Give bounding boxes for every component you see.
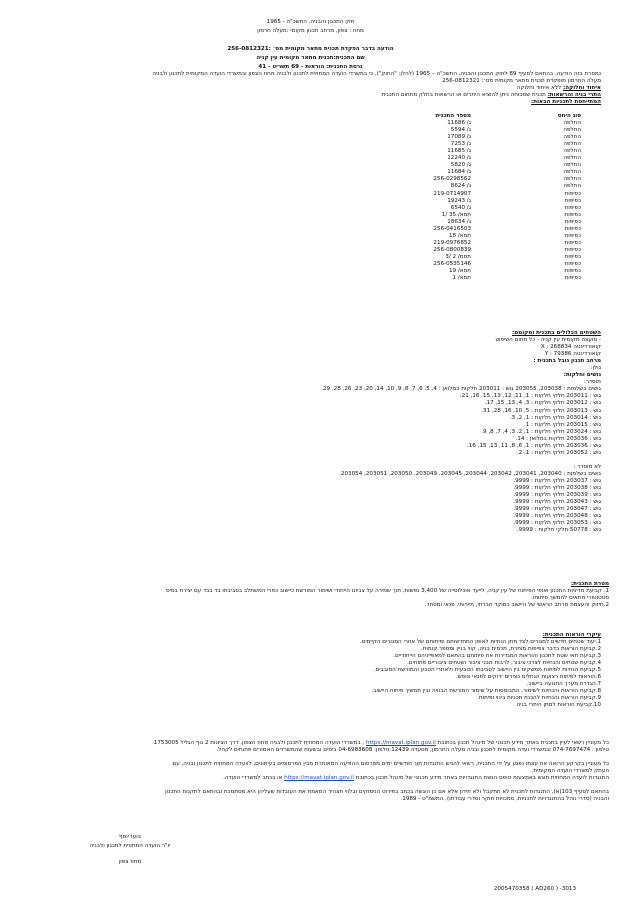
contact-line: [9, 740, 609, 747]
contact-line: טלפון : 074-7697474 ובמשרדי ועדה מקומית לתכנון ובניה מעלה החרמון, מסעדה 12439 טלפון: 04-6983608 בימים ובשעות שהמשרדים האמורים פתוחים לקהל.: [216, 747, 609, 754]
parcel-line: גוש : 203047 חלקי חלקות : 9999.: [513, 506, 601, 513]
provisions-block: [11, 632, 601, 710]
plan-number: ג/ 5594: [450, 127, 471, 134]
provision-item: 9.קביעת הוראות והנחיות להכנת תכניות בינוי ופיתוח.: [477, 695, 601, 702]
table-row: [355, 141, 581, 148]
provisions-title: עיקרי הוראות התכנית:: [542, 632, 601, 638]
parcel-line: גוש : 203036 חלקות במלואן : 14.: [515, 435, 601, 442]
goals-line: 1. קביעת מדיניות התכנון ואופי הפיתוח של עין קניה, לייעד אוכלוסייה של 3,400 נפשות, תוך שמירה על צביונו הייחודי ושימור המורשת כיישוב כפרי המשתלב בסביבתו בד בבד עם יצירת בסיס: [166, 588, 609, 595]
relation-type: החלפה: [563, 141, 581, 148]
plan-name: שם התכנית:תכנית מתאר מקומית עין קניה: [256, 55, 365, 61]
table-row: [355, 226, 581, 233]
signer-name: בועז יוסף: [119, 834, 141, 840]
union-label: איחוד וחלוקה:: [563, 85, 601, 92]
regulated-label: מוסדר:: [583, 379, 601, 386]
contact-text: כל מעוניין רשאי לעיין בתכנית באתר מידע תכנוני של מינהל תכנון בכתובת: [435, 740, 609, 746]
law-title: חוק התכנון והבניה, התשכ"ה - 1965: [266, 19, 355, 25]
contact-block: [9, 740, 609, 803]
relation-type: כפיפות: [564, 204, 581, 211]
contact-text: או בכתב למשרדי הועדה.: [223, 775, 285, 782]
plans-table: [355, 113, 581, 282]
relation-type: החלפה: [563, 176, 581, 183]
plan-number: 256-0298562: [433, 176, 471, 183]
union-line: [11, 85, 601, 92]
plan-version: גרסת התכנית: הוראות - 69 תשריט - 41: [258, 64, 363, 70]
plan-number: 256-0535146: [433, 260, 471, 267]
contact-text: , במשרדי הועדה המחוזית לתכנון ולבניה מחוז הצפון, דרך הציונות 2 נוף הגליל 1753005: [153, 740, 366, 746]
parcel-line: גוש : 203013 חלקי חלקות : 5, 10, 16, 28, 31.: [481, 407, 601, 414]
provision-item: 5.קביעת הנחיות לפיתוח ממשקים בין היישוב לסביבתו הטבעית ולאתרי הטבע והמורשת הסובבים.: [373, 667, 601, 674]
parcel-line: גושים בשלמות : 203038, 203055 גוש : 203011 חלקות במלואן : 4, 5, 6, 7, 8, 9, 10, 14, 20, 23, 26, 28, 29.: [321, 386, 601, 393]
provision-item: 10.קביעת הוראות למתן היתרי בניה.: [514, 702, 601, 709]
table-row: [355, 254, 581, 261]
plan-number: 256-0416503: [433, 225, 471, 232]
table-row: [355, 134, 581, 141]
goals-line: סטטוטורי מתאים להמשך פיתוחו.: [531, 595, 609, 602]
parcel-line: גוש : 203024 חלקי חלקות : 1, 2, 3, 4, 7, 8, 9.: [481, 428, 601, 435]
relation-type: כפיפות: [564, 260, 581, 267]
intro-line: נמסרת בזה הודעה, בהתאם לסעיף 89 לחוק התכנון והבניה, התשכ"ה – 1965 (להלן: "החוק"), כי במשרדי הועדה המחוזית לתכנון ולבניה מחוז הצפון ובמשרדי הועדה המקומית לתכנון ולבניה: [152, 71, 601, 77]
header-type: סוג היחס: [557, 113, 581, 119]
plan-number: ג/ 8624: [450, 183, 471, 190]
relation-type: החלפה: [563, 169, 581, 176]
plan-number: ג/ 11686: [447, 120, 471, 127]
permit-value: תכנית שמכוחה ניתן להוציא היתרים או הרשאות בחלק מתחום התכנית: [381, 92, 548, 99]
parcel-line: גוש : 203038 חלקי חלקות : 9999.: [513, 484, 601, 491]
relation-type: החלפה: [563, 148, 581, 155]
provisions-list: [11, 639, 601, 709]
parcel-line: גוש : 203015 חלקי חלקות : 1.: [524, 421, 601, 428]
relation-type: החלפה: [563, 127, 581, 134]
relation-type: כפיפות: [564, 275, 581, 282]
plan-number: תמא/ 1: [452, 275, 471, 282]
relation-type: כפיפות: [564, 197, 581, 204]
plan-number: תממ/ 2 /3: [445, 253, 471, 260]
table-row: [355, 219, 581, 226]
table-row: [355, 212, 581, 219]
table-row: [355, 247, 581, 254]
provision-item: 8.קביעת הוראות והנחיות לשימור, המבוססות על שימור המורשת הבנויה ובין תמשיך פיתוח היישוב.: [371, 688, 601, 695]
relation-type: כפיפות: [564, 246, 581, 253]
relation-type: כפיפות: [564, 225, 581, 232]
relation-type: החלפה: [563, 183, 581, 190]
intro-line: מעלה החרמון מופקדת תכנית מתאר מקומית מס׳: 256-0812321: [442, 78, 601, 85]
permit-label: התרי בניה והרשאות:: [547, 92, 601, 99]
contact-line: [9, 775, 609, 782]
relation-type: כפיפות: [564, 218, 581, 225]
parcel-line: גוש : 50778 חלקי חלקות : 9999.: [516, 527, 601, 534]
plan-number: ג/ 17089: [447, 134, 471, 141]
contact-line: העתק למשרדי הועדה המקומית.: [531, 768, 609, 775]
contact-line: כל מעוניין בקרקע הרואה את עצמו נפגע על ידי התכנית, רשאי להגיש התנגדות תוך חודשיים ימים מפרסום ההודעה המאוחרת מבין הפרסומים בעיתונים, לוועדה המחוזית לתכנון ובניה, עם: [172, 761, 609, 768]
plan-number: ג/ 12240: [447, 155, 471, 162]
table-row: [355, 127, 581, 134]
unregulated-label: לא מוסדר :: [573, 463, 601, 470]
border-label: מרחב תכנון גובל בתכנית :: [533, 358, 601, 365]
relation-type: החלפה: [563, 134, 581, 141]
relation-type: כפיפות: [564, 253, 581, 260]
intro-block: [11, 71, 601, 106]
contact-line: בהתאם לסעיף 103(א), התנגדות לתכנית לא תתקבל ולא תידון אלא אם כן הוגשה בכתב בפירוט הנימוקים ובלווי תצהיר המאמת את העובדות שעליהן היא מסתמכת ובהתאם לתקנות התכנון: [165, 789, 609, 796]
notice-title: הודעה בדבר הפקדת תכנית מתאר מקומית מס׳ :256-0812321: [227, 46, 394, 52]
parcel-line: גוש : 203043 חלקי חלקות : 9999.: [513, 499, 601, 506]
parcels-list: [11, 386, 601, 456]
mavat-link[interactable]: https://mavat.iplan.gov.il: [284, 775, 354, 782]
plan-number: ג/ 11684: [447, 169, 471, 176]
unparcels-list: [11, 471, 601, 534]
table-row: [355, 162, 581, 169]
parcel-line: גוש : 203012 חלקי חלקות : 3, 4, 13, 15, 17.: [484, 400, 601, 407]
areas-line: - מועצה מקומית עין קניה - כל תחום השיפוט: [495, 337, 601, 344]
table-row: [355, 191, 581, 198]
table-row: [355, 198, 581, 205]
plan-number: ג/ 11685: [447, 148, 471, 155]
table-row: [355, 240, 581, 247]
table-row: [355, 148, 581, 155]
signer-region: מחוז צפון: [118, 859, 142, 865]
parcel-line: גוש : 203036 חלקי חלקות : 1, 6, 8, 11, 13, 15, 16.: [467, 442, 601, 449]
parcel-line: גוש : 203053 חלקי חלקות : 9999.: [513, 520, 601, 527]
provision-item: 7.הגדרת מערך התנועה ביישוב.: [526, 681, 601, 688]
goals-line: 2.חיזוק והעצמת מרחב הראשי של היישוב כמוקד חברתי, תיירותי, פנאי ומסחר.: [424, 602, 609, 609]
relation-type: כפיפות: [564, 232, 581, 239]
plan-number: 256-0800839: [433, 246, 471, 253]
table-header: [355, 113, 581, 120]
table-row: [355, 176, 581, 183]
relation-type: כפיפות: [564, 268, 581, 275]
parcel-line: גוש : 203014 חלקי חלקות : 1, 2, 3.: [509, 414, 601, 421]
header-num: מספר התכנית: [435, 113, 471, 119]
plan-number: תמא/ 35 /1: [441, 211, 471, 218]
permit-line: [11, 92, 601, 99]
table-row: [355, 169, 581, 176]
table-row: [355, 205, 581, 212]
table-row: [355, 275, 581, 282]
parcel-line: גוש : 203011 חלקי חלקות : 1, 11, 12, 13, 15, 16, 21.: [459, 393, 601, 400]
areas-title: השטחים הכלולים בתכנית ומקומם:: [512, 330, 601, 336]
plan-number: ג/ 5820: [450, 162, 471, 169]
parcel-line: גושים בשלמות : 203040, 203041, 203042, 203044, 203045, 203049, 203050, 203051, 203054.: [339, 470, 601, 477]
union-value: ללא איחוד וחלוקה: [516, 85, 563, 92]
coord-x: קואורדינטה X : 268834: [540, 344, 601, 351]
relation-label: המתייחסת לתכניות הבאות:: [531, 99, 601, 106]
table-row: [355, 261, 581, 268]
table-row: [355, 183, 581, 190]
plan-number: ג/ 6540: [450, 204, 471, 211]
parcel-line: גוש : 203048 חלקי חלקות : 9999.: [513, 513, 601, 520]
relation-type: כפיפות: [564, 190, 581, 197]
table-row: [355, 268, 581, 275]
blocks-title: גושים וחלקות:: [563, 372, 601, 379]
contact-line: והבניה (סדרי נוהל בהתנגדויות לתכניות, סמכויות חוקר וסדרי עבודתו), התשמ"ט - 1989.: [400, 796, 609, 803]
border-value: גולן:: [590, 365, 601, 372]
plan-number: ג/ 18634: [447, 218, 471, 225]
goals-block: [9, 581, 609, 609]
plan-number: תמא/ 19: [448, 268, 471, 275]
plan-number: 219-0714907: [433, 190, 471, 197]
table-row: [355, 155, 581, 162]
footer-ref: 2005470358 ( AD260 ) -3013: [493, 886, 577, 892]
district-line: מחוז : צפון, מרחב תכנון מקומי :מעלה חרמון: [257, 28, 364, 34]
plan-number: תמא/ 18: [448, 232, 471, 239]
relation-type: החלפה: [563, 120, 581, 127]
table-row: [355, 233, 581, 240]
parcel-line: גוש : 203052 חלקי חלקות : 1, 2.: [516, 449, 601, 456]
plan-number: ג/ 19243: [447, 197, 471, 204]
relation-type: החלפה: [563, 155, 581, 162]
plan-number: ג/ 7253: [450, 141, 471, 148]
parcel-line: גוש : 203039 חלקי חלקות : 9999.: [513, 492, 601, 499]
contact-text: התנגדות לועדה המחוזית תוגש באמצעות טופס הגשת התנגדויות באתר מידע תכנוני של מינהל תכנון בכתובת: [353, 775, 609, 782]
provision-item: 6.הוראות לפיתוח רצועות הנחלים כצירים ירוקים לפנאי ונופש.: [455, 674, 601, 681]
provision-item: 1.יעוד שטחים חדשים למגורים לצד מתן הנחיות לאופן התחדשותם ופיתוחם של אזורי המגורים הקיימים.: [359, 639, 601, 646]
parcel-line: גוש : 203037 חלקי חלקות : 9999.: [513, 477, 601, 484]
goals-title: מטרת התכנית:: [570, 581, 609, 587]
relation-type: החלפה: [563, 162, 581, 169]
table-row: [355, 120, 581, 127]
areas-block: [11, 330, 601, 534]
mavat-link[interactable]: https://mavat.iplan.gov.il: [365, 740, 436, 746]
plan-number: 219-0976852: [433, 239, 471, 246]
provision-item: 3.קביעת תאי שטח לתכנון והוראות המגדירות את פיתוחם בהתאם למאפייניהם הייחודיים.: [393, 653, 601, 660]
coord-y: קואורדינטה Y : 79386: [544, 351, 601, 358]
signer-role: יו"ר הועדה המחוזית לתכנון ולבניה: [89, 843, 171, 849]
provision-item: 2.קביעת הוראות בדבר צפיפות מותרת, תכסית בניה, קווי בניין ומספר קומות.: [420, 646, 601, 653]
provision-item: 4.קביעת שטחים והנחיות לצרכי ציבור, לרבות מבני ציבור ושטחים ציבוריים פתוחים.: [407, 660, 601, 667]
table-body: [355, 120, 581, 282]
relation-type: כפיפות: [564, 239, 581, 246]
relation-type: כפיפות: [564, 211, 581, 218]
